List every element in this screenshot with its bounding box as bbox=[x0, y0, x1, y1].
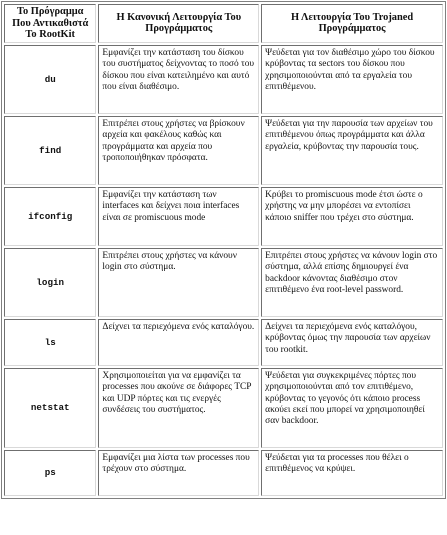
table-row bbox=[4, 450, 443, 496]
header-replaced-program: Το Πρόγραμμα Που Αντικαθιστά Το RootKit bbox=[4, 4, 96, 43]
program-name-cell: find bbox=[4, 116, 96, 185]
program-name-cell: ifconfig bbox=[4, 187, 96, 246]
program-name-cell: netstat bbox=[4, 368, 96, 448]
program-name-cell: login bbox=[4, 248, 96, 317]
rootkit-programs-table bbox=[1, 1, 446, 499]
program-name-cell: du bbox=[4, 45, 96, 114]
trojaned-function-cell: Ψεύδεται για τα processes που θέλει ο επιτιθέμενος να κρύψει. bbox=[261, 450, 443, 496]
table-row bbox=[4, 319, 443, 366]
trojaned-function-cell: Ψεύδεται για συγκεκριμένες πόρτες που χρησιμοποιούνται από τον επιτιθέμενο, κρύβοντας το γεγονός ότι κάποιο process ακούει εκεί που μπορεί να χρησιμοποιηθεί σαν backdoor. bbox=[261, 368, 443, 448]
table-row bbox=[4, 45, 443, 114]
program-name-cell: ps bbox=[4, 450, 96, 496]
normal-function-cell: Δείχνει τα περιεχόμενα ενός καταλόγου. bbox=[98, 319, 259, 366]
normal-function-cell: Εμφανίζει μια λίστα των processes που τρέχουν στο σύστημα. bbox=[98, 450, 259, 496]
normal-function-cell: Χρησιμοποιείται για να εμφανίζει τα processes που ακούνε σε διάφορες TCP και UDP πόρτες και τις ενεργές συνδέσεις του συστήματος. bbox=[98, 368, 259, 448]
trojaned-function-cell: Ψεύδεται για τον διαθέσιμο χώρο του δίσκου κρύβοντας τα sectors του δίσκου που χρησιμοποιούνται από τα εργαλεία του επιτιθέμενου. bbox=[261, 45, 443, 114]
trojaned-function-cell: Δείχνει τα περιεχόμενα ενός καταλόγου, κρύβοντας όμως την παρουσία των αρχείων του rootkit. bbox=[261, 319, 443, 366]
document-page bbox=[1, 1, 446, 533]
table-row bbox=[4, 248, 443, 317]
normal-function-cell: Επιτρέπει στους χρήστες να βρίσκουν αρχεία και φακέλους καθώς και προγράμματα και αρχεία που τροποποιήθηκαν πρόσφατα. bbox=[98, 116, 259, 185]
table-row bbox=[4, 116, 443, 185]
table-row bbox=[4, 368, 443, 448]
normal-function-cell: Εμφανίζει την κατάσταση του δίσκου του συστήματος δείχνοντας το ποσό του δίσκου που είναι κατειλημένο και αυτό που είναι διαθέσιμο. bbox=[98, 45, 259, 114]
table-row bbox=[4, 187, 443, 246]
normal-function-cell: Επιτρέπει στους χρήστες να κάνουν login στο σύστημα. bbox=[98, 248, 259, 317]
trojaned-function-cell: Επιτρέπει στους χρήστες να κάνουν login στο σύστημα, αλλά επίσης δημιουργεί ένα backdoor κάνοντας διαθέσιμο στον επιτιθέμενο ένα root-level password. bbox=[261, 248, 443, 317]
trojaned-function-cell: Ψεύδεται για την παρουσία των αρχείων του επιτιθέμενου όπως προγράμματα και άλλα εργαλεία, κρύβοντας την παρουσία τους. bbox=[261, 116, 443, 185]
normal-function-cell: Εμφανίζει την κατάσταση των interfaces και δείχνει ποια interfaces είναι σε promiscuous mode bbox=[98, 187, 259, 246]
table-header-row bbox=[4, 4, 443, 43]
program-name-cell: ls bbox=[4, 319, 96, 366]
trojaned-function-cell: Κρύβει το promiscuous mode έτσι ώστε ο χρήστης να μην μπορέσει να εντοπίσει κάποιο sniffer που τρέχει στο σύστημα. bbox=[261, 187, 443, 246]
header-normal-function: Η Κανονική Λειτουργία Του Προγράμματος bbox=[98, 4, 259, 43]
header-trojaned-function: Η Λειτουργία Του Trojaned Προγράμματος bbox=[261, 4, 443, 43]
